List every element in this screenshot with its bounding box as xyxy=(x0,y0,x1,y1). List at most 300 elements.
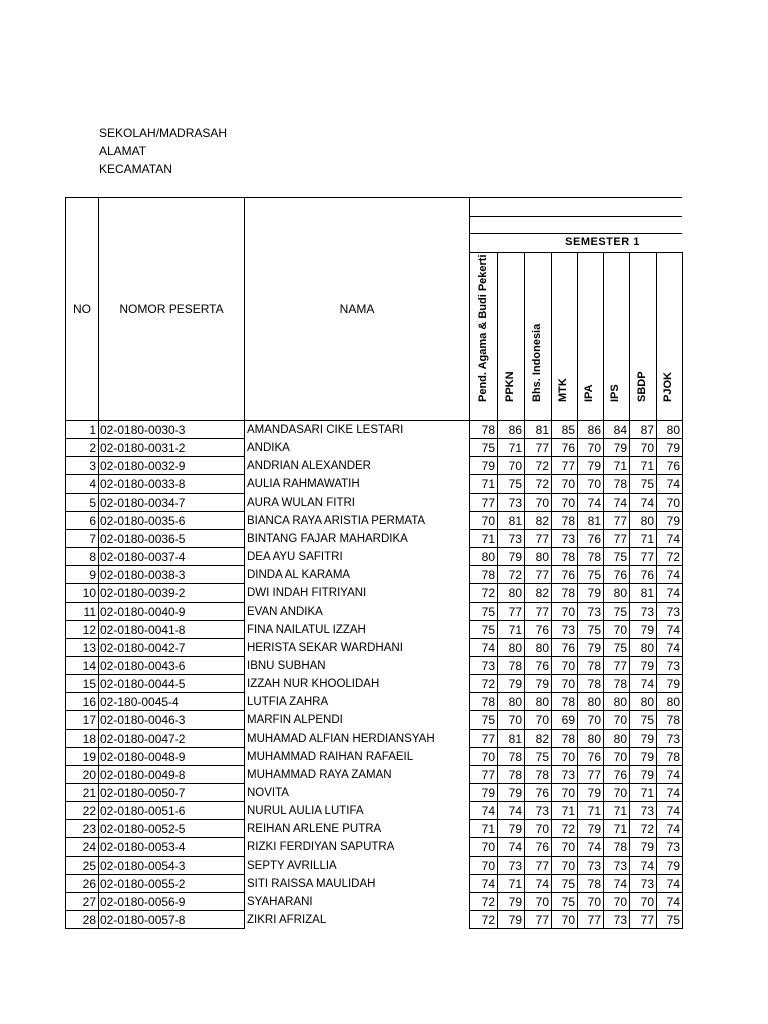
score-cell: 80 xyxy=(508,586,522,601)
score-cell: 79 xyxy=(640,731,654,746)
student-name: IBNU SUBHAN xyxy=(247,659,326,672)
score-cell: 77 xyxy=(535,568,549,583)
row-number: 10 xyxy=(82,586,96,601)
score-cell: 79 xyxy=(640,622,654,637)
row-divider xyxy=(98,856,244,857)
score-cell: 75 xyxy=(587,622,601,637)
row-divider xyxy=(98,710,244,711)
score-cell: 80 xyxy=(640,640,654,655)
row-divider xyxy=(65,602,98,603)
student-name: ANDIKA xyxy=(247,442,290,455)
row-number: 4 xyxy=(89,477,96,492)
score-cell: 71 xyxy=(587,804,601,819)
student-name: FINA NAILATUL IZZAH xyxy=(247,623,366,636)
score-cell: 75 xyxy=(481,622,495,637)
row-divider xyxy=(98,910,244,911)
score-cell: 76 xyxy=(587,531,601,546)
row-divider xyxy=(98,547,244,548)
row-number: 8 xyxy=(89,550,96,565)
score-cell: 79 xyxy=(640,749,654,764)
row-divider xyxy=(98,656,244,657)
participant-number: 02-0180-0049-8 xyxy=(100,767,186,782)
header-divider xyxy=(65,420,470,421)
score-cell: 78 xyxy=(561,550,575,565)
subject-header-label: IPS xyxy=(609,384,621,402)
score-cell: 73 xyxy=(666,658,680,673)
student-name: ANDRIAN ALEXANDER xyxy=(247,460,371,473)
participant-number: 02-0180-0043-6 xyxy=(100,658,186,673)
score-cell: 74 xyxy=(640,495,654,510)
score-cell: 75 xyxy=(613,550,627,565)
score-cell: 77 xyxy=(535,531,549,546)
score-cell: 71 xyxy=(640,459,654,474)
row-divider xyxy=(469,837,682,838)
score-cell: 87 xyxy=(640,423,654,437)
participant-number: 02-0180-0055-2 xyxy=(100,876,186,891)
score-cell: 71 xyxy=(481,477,495,492)
row-number: 1 xyxy=(89,423,96,437)
score-cell: 72 xyxy=(561,822,575,837)
score-cell: 80 xyxy=(613,695,627,710)
row-divider xyxy=(469,620,682,621)
score-cell: 81 xyxy=(640,586,654,601)
score-cell: 70 xyxy=(613,713,627,728)
subject-header-label: SBDP xyxy=(635,371,648,402)
row-divider xyxy=(65,674,98,675)
score-cell: 80 xyxy=(640,695,654,710)
score-cell: 79 xyxy=(666,677,680,692)
score-cell: 78 xyxy=(481,695,495,710)
score-cell: 78 xyxy=(666,713,680,728)
score-cell: 74 xyxy=(666,804,680,819)
score-cell: 80 xyxy=(613,586,627,601)
score-cell: 78 xyxy=(561,513,575,528)
student-name: MARFIN ALPENDI xyxy=(247,714,343,727)
score-cell: 73 xyxy=(561,531,575,546)
row-divider xyxy=(469,856,682,857)
score-cell: 71 xyxy=(481,822,495,837)
participant-number: 02-0180-0042-7 xyxy=(100,640,186,655)
score-cell: 79 xyxy=(508,677,522,692)
row-divider xyxy=(65,928,98,929)
row-divider xyxy=(469,692,682,693)
row-divider xyxy=(65,819,98,820)
score-cell: 70 xyxy=(481,513,495,528)
score-cell: 73 xyxy=(535,804,549,819)
student-name: DEA AYU SAFITRI xyxy=(247,551,343,564)
participant-number: 02-0180-0040-9 xyxy=(100,604,186,619)
score-cell: 77 xyxy=(535,441,549,456)
student-name: IZZAH NUR KHOOLIDAH xyxy=(247,678,380,691)
participant-number: 02-0180-0047-2 xyxy=(100,731,186,746)
score-cell: 73 xyxy=(508,495,522,510)
header-divider xyxy=(469,252,682,253)
score-cell: 73 xyxy=(640,804,654,819)
row-divider xyxy=(65,801,98,802)
participant-number: 02-0180-0039-2 xyxy=(100,586,186,601)
score-cell: 70 xyxy=(587,713,601,728)
score-cell: 72 xyxy=(666,550,680,565)
row-divider xyxy=(469,565,682,566)
row-number: 14 xyxy=(82,658,96,673)
row-divider xyxy=(65,856,98,857)
score-cell: 77 xyxy=(613,658,627,673)
row-divider xyxy=(469,928,682,929)
subject-header-label: Pend. Agama & Budi Pekerti xyxy=(476,254,489,402)
address-label: ALAMAT xyxy=(99,144,147,158)
score-cell: 71 xyxy=(613,822,627,837)
score-cell: 74 xyxy=(666,531,680,546)
score-cell: 72 xyxy=(535,477,549,492)
row-divider xyxy=(469,747,682,748)
student-name: BINTANG FAJAR MAHARDIKA xyxy=(247,532,408,545)
participant-number: 02-0180-0044-5 xyxy=(100,677,186,692)
score-cell: 70 xyxy=(561,495,575,510)
score-cell: 71 xyxy=(640,531,654,546)
score-cell: 77 xyxy=(613,513,627,528)
student-name: EVAN ANDIKA xyxy=(247,605,323,618)
score-cell: 78 xyxy=(613,840,627,855)
score-cell: 77 xyxy=(613,531,627,546)
score-cell: 81 xyxy=(508,731,522,746)
score-cell: 70 xyxy=(587,477,601,492)
row-divider xyxy=(469,892,682,893)
score-cell: 73 xyxy=(613,913,627,928)
score-cell: 74 xyxy=(535,876,549,891)
score-cell: 71 xyxy=(640,786,654,800)
row-divider xyxy=(469,674,682,675)
score-cell: 78 xyxy=(613,677,627,692)
row-number: 16 xyxy=(82,695,96,710)
student-name: SEPTY AVRILLIA xyxy=(247,859,337,872)
score-cell: 70 xyxy=(561,840,575,855)
participant-number: 02-0180-0050-7 xyxy=(100,786,186,800)
participant-number: 02-0180-0033-8 xyxy=(100,477,186,492)
score-cell: 79 xyxy=(666,441,680,456)
score-cell: 70 xyxy=(535,713,549,728)
row-divider xyxy=(469,438,682,439)
row-divider xyxy=(98,692,244,693)
row-divider xyxy=(98,819,244,820)
subject-header-label: Bhs. Indonesia xyxy=(530,323,543,402)
score-cell: 81 xyxy=(535,423,549,437)
student-name: ZIKRI AFRIZAL xyxy=(247,914,327,927)
row-divider xyxy=(65,783,98,784)
participant-number: 02-180-0045-4 xyxy=(100,695,179,710)
score-cell: 77 xyxy=(481,767,495,782)
student-name: DWI INDAH FITRIYANI xyxy=(247,587,367,600)
row-divider xyxy=(469,602,682,603)
score-cell: 74 xyxy=(508,804,522,819)
participant-number: 02-0180-0034-7 xyxy=(100,495,186,510)
row-divider xyxy=(65,511,98,512)
score-cell: 80 xyxy=(666,695,680,710)
score-cell: 79 xyxy=(587,786,601,800)
score-cell: 69 xyxy=(561,713,575,728)
student-name: MUHAMMAD RAIHAN RAFAEIL xyxy=(247,750,414,763)
row-divider xyxy=(469,801,682,802)
score-cell: 73 xyxy=(587,604,601,619)
column-header-no: NO xyxy=(73,302,91,316)
score-cell: 86 xyxy=(587,423,601,437)
score-cell: 71 xyxy=(481,531,495,546)
score-cell: 70 xyxy=(561,858,575,873)
score-cell: 75 xyxy=(613,640,627,655)
score-cell: 74 xyxy=(666,586,680,601)
row-divider xyxy=(65,747,98,748)
score-cell: 80 xyxy=(481,550,495,565)
score-cell: 79 xyxy=(640,658,654,673)
row-number: 2 xyxy=(89,441,96,456)
row-divider xyxy=(65,910,98,911)
score-cell: 70 xyxy=(481,858,495,873)
row-divider xyxy=(65,765,98,766)
row-divider xyxy=(469,529,682,530)
score-cell: 78 xyxy=(587,658,601,673)
row-number: 3 xyxy=(89,459,96,474)
participant-number: 02-0180-0030-3 xyxy=(100,423,186,437)
score-cell: 71 xyxy=(508,441,522,456)
semester-header: SEMESTER 1 xyxy=(565,236,640,248)
student-name: MUHAMAD ALFIAN HERDIANSYAH xyxy=(247,732,435,745)
student-name: RIZKI FERDIYAN SAPUTRA xyxy=(247,841,395,854)
student-name: SITI RAISSA MAULIDAH xyxy=(247,877,376,890)
score-cell: 79 xyxy=(587,640,601,655)
score-cell: 81 xyxy=(508,513,522,528)
participant-number: 02-0180-0041-8 xyxy=(100,622,186,637)
score-cell: 74 xyxy=(666,894,680,909)
subject-header-label: PJOK xyxy=(662,372,674,402)
row-divider xyxy=(65,438,98,439)
score-cell: 70 xyxy=(508,459,522,474)
row-divider xyxy=(469,456,682,457)
participant-number: 02-0180-0056-9 xyxy=(100,894,186,909)
score-cell: 74 xyxy=(666,477,680,492)
row-divider xyxy=(65,565,98,566)
row-divider xyxy=(65,493,98,494)
score-cell: 78 xyxy=(481,568,495,583)
score-cell: 78 xyxy=(613,477,627,492)
score-column-divider xyxy=(682,252,683,929)
score-cell: 73 xyxy=(666,604,680,619)
score-cell: 72 xyxy=(481,894,495,909)
score-cell: 79 xyxy=(587,586,601,601)
score-cell: 76 xyxy=(535,840,549,855)
score-cell: 77 xyxy=(640,913,654,928)
score-cell: 75 xyxy=(666,913,680,928)
score-cell: 75 xyxy=(508,477,522,492)
student-name: REIHAN ARLENE PUTRA xyxy=(247,823,382,836)
score-cell: 73 xyxy=(666,840,680,855)
score-cell: 73 xyxy=(666,731,680,746)
participant-number: 02-0180-0038-3 xyxy=(100,568,186,583)
row-divider xyxy=(98,801,244,802)
row-divider xyxy=(65,892,98,893)
row-divider xyxy=(469,729,682,730)
row-number: 18 xyxy=(82,731,96,746)
score-cell: 75 xyxy=(640,713,654,728)
score-cell: 82 xyxy=(535,513,549,528)
row-divider xyxy=(65,529,98,530)
score-cell: 73 xyxy=(640,604,654,619)
row-divider xyxy=(469,710,682,711)
row-number: 13 xyxy=(82,640,96,655)
score-cell: 74 xyxy=(481,804,495,819)
score-cell: 75 xyxy=(561,894,575,909)
row-number: 15 xyxy=(82,677,96,692)
score-cell: 72 xyxy=(535,459,549,474)
score-cell: 76 xyxy=(561,568,575,583)
row-divider xyxy=(469,547,682,548)
score-cell: 75 xyxy=(481,604,495,619)
score-cell: 75 xyxy=(613,604,627,619)
participant-number: 02-0180-0051-6 xyxy=(100,804,186,819)
score-cell: 74 xyxy=(666,786,680,800)
row-number: 5 xyxy=(89,495,96,510)
score-cell: 79 xyxy=(535,677,549,692)
row-divider xyxy=(469,511,682,512)
score-cell: 79 xyxy=(481,459,495,474)
score-cell: 77 xyxy=(640,550,654,565)
score-cell: 72 xyxy=(481,677,495,692)
score-cell: 85 xyxy=(561,423,575,437)
score-cell: 70 xyxy=(613,622,627,637)
score-cell: 70 xyxy=(481,749,495,764)
participant-number: 02-0180-0037-4 xyxy=(100,550,186,565)
student-name: AMANDASARI CIKE LESTARI xyxy=(247,424,404,436)
student-name: DINDA AL KARAMA xyxy=(247,569,351,582)
score-cell: 86 xyxy=(508,423,522,437)
score-cell: 76 xyxy=(666,459,680,474)
row-divider xyxy=(65,710,98,711)
score-cell: 76 xyxy=(535,622,549,637)
score-cell: 80 xyxy=(613,731,627,746)
score-cell: 70 xyxy=(561,477,575,492)
row-divider xyxy=(65,456,98,457)
score-cell: 79 xyxy=(613,441,627,456)
score-cell: 74 xyxy=(666,568,680,583)
row-number: 19 xyxy=(82,749,96,764)
participant-number: 02-0180-0036-5 xyxy=(100,531,186,546)
district-label: KECAMATAN xyxy=(99,162,172,176)
score-cell: 73 xyxy=(481,658,495,673)
row-divider xyxy=(65,620,98,621)
subject-header-label: PPKN xyxy=(503,371,516,402)
score-cell: 80 xyxy=(508,695,522,710)
row-divider xyxy=(65,837,98,838)
score-cell: 77 xyxy=(535,913,549,928)
score-cell: 71 xyxy=(613,804,627,819)
row-divider xyxy=(98,474,244,475)
row-number: 26 xyxy=(82,876,96,891)
score-cell: 80 xyxy=(535,640,549,655)
score-cell: 74 xyxy=(613,876,627,891)
score-cell: 76 xyxy=(613,767,627,782)
row-divider xyxy=(469,819,682,820)
score-cell: 71 xyxy=(508,876,522,891)
score-cell: 72 xyxy=(508,568,522,583)
score-cell: 74 xyxy=(508,840,522,855)
score-cell: 70 xyxy=(587,441,601,456)
participant-number: 02-0180-0035-6 xyxy=(100,513,186,528)
score-cell: 75 xyxy=(587,568,601,583)
row-number: 17 xyxy=(82,713,96,728)
student-name: NURUL AULIA LUTIFA xyxy=(247,805,364,818)
row-number: 24 xyxy=(82,840,96,855)
score-cell: 80 xyxy=(587,695,601,710)
score-cell: 70 xyxy=(613,894,627,909)
score-cell: 78 xyxy=(508,767,522,782)
score-cell: 84 xyxy=(613,423,627,437)
score-cell: 78 xyxy=(481,423,495,437)
score-cell: 76 xyxy=(587,749,601,764)
score-cell: 72 xyxy=(481,913,495,928)
score-cell: 82 xyxy=(535,586,549,601)
row-divider xyxy=(98,892,244,893)
row-divider xyxy=(98,638,244,639)
score-cell: 74 xyxy=(666,876,680,891)
score-cell: 70 xyxy=(561,604,575,619)
row-divider xyxy=(98,783,244,784)
row-divider xyxy=(98,583,244,584)
score-cell: 79 xyxy=(640,840,654,855)
score-cell: 74 xyxy=(666,767,680,782)
subject-header-label: IPA xyxy=(583,384,595,402)
score-cell: 74 xyxy=(640,858,654,873)
row-number: 12 xyxy=(82,622,96,637)
score-cell: 77 xyxy=(587,913,601,928)
score-cell: 73 xyxy=(561,622,575,637)
score-cell: 70 xyxy=(535,822,549,837)
score-cell: 71 xyxy=(613,459,627,474)
row-divider xyxy=(469,783,682,784)
participant-number: 02-0180-0053-4 xyxy=(100,840,186,855)
row-divider xyxy=(98,674,244,675)
row-divider xyxy=(65,692,98,693)
score-cell: 75 xyxy=(535,749,549,764)
score-cell: 79 xyxy=(481,786,495,800)
score-cell: 80 xyxy=(535,550,549,565)
score-cell: 78 xyxy=(587,876,601,891)
score-cell: 72 xyxy=(481,586,495,601)
score-cell: 70 xyxy=(587,894,601,909)
score-cell: 75 xyxy=(561,876,575,891)
score-cell: 77 xyxy=(561,459,575,474)
score-cell: 78 xyxy=(508,749,522,764)
score-cell: 77 xyxy=(535,604,549,619)
score-cell: 70 xyxy=(561,749,575,764)
score-cell: 70 xyxy=(640,894,654,909)
score-cell: 78 xyxy=(561,695,575,710)
row-divider xyxy=(98,511,244,512)
student-name: SYAHARANI xyxy=(247,895,313,908)
score-cell: 70 xyxy=(613,749,627,764)
score-cell: 80 xyxy=(666,423,680,437)
score-cell: 73 xyxy=(508,858,522,873)
participant-number: 02-0180-0054-3 xyxy=(100,858,186,873)
row-divider xyxy=(469,765,682,766)
row-number: 28 xyxy=(82,913,96,928)
score-cell: 74 xyxy=(613,495,627,510)
student-name: AURA WULAN FITRI xyxy=(247,496,355,509)
row-number: 25 xyxy=(82,858,96,873)
row-number: 6 xyxy=(89,513,96,528)
score-cell: 76 xyxy=(535,658,549,673)
row-number: 23 xyxy=(82,822,96,837)
row-divider xyxy=(469,474,682,475)
participant-number: 02-0180-0048-9 xyxy=(100,749,186,764)
score-cell: 70 xyxy=(640,441,654,456)
